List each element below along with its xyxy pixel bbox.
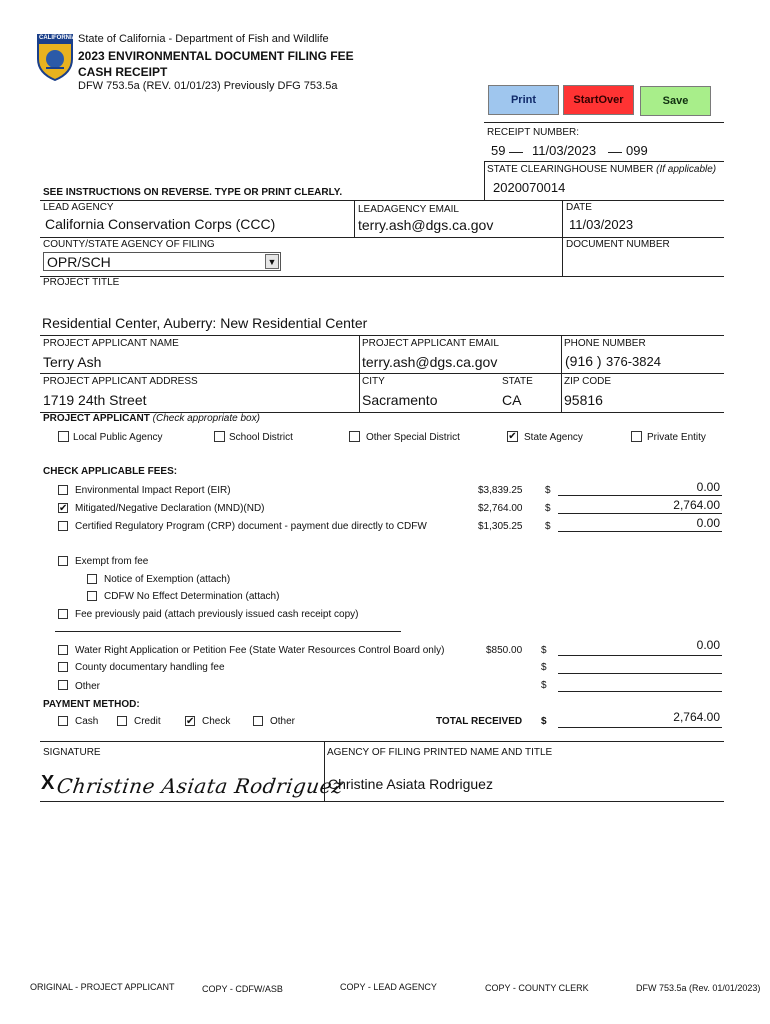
receipt-part1[interactable]: 59	[491, 143, 506, 158]
previously-paid-label: Fee previously paid (attach previously issued cash receipt copy)	[75, 609, 359, 620]
county-label: COUNTY/STATE AGENCY OF FILING	[43, 239, 215, 250]
crp-amount[interactable]: 0.00	[696, 516, 720, 530]
crp-checkbox[interactable]	[58, 521, 68, 531]
county-fee-label: County documentary handling fee	[75, 662, 225, 673]
applicant-type-note: (Check appropriate box)	[152, 413, 260, 424]
form-title: 2023 ENVIRONMENTAL DOCUMENT FILING FEE	[78, 49, 354, 63]
clearinghouse-label	[487, 164, 716, 175]
mnd-dollar: $	[545, 503, 551, 514]
county-fee-dollar: $	[541, 662, 547, 673]
notice-label: Notice of Exemption (attach)	[104, 574, 231, 585]
cash-label: Cash	[75, 716, 99, 727]
section-divider	[55, 631, 401, 632]
water-right-rate: $850.00	[486, 645, 523, 656]
applicant-email-label: PROJECT APPLICANT EMAIL	[362, 338, 499, 349]
other-payment-label: Other	[270, 716, 296, 727]
zip-value[interactable]: 95816	[564, 392, 603, 408]
address-value[interactable]: 1719 24th Street	[43, 392, 147, 408]
applicant-type-label	[43, 413, 260, 424]
mnd-amount-line	[558, 513, 722, 514]
eir-rate: $3,839.25	[478, 485, 523, 496]
payment-label: PAYMENT METHOD:	[43, 699, 140, 710]
chevron-down-icon[interactable]: ▼	[265, 254, 279, 269]
previously-paid-checkbox[interactable]	[58, 609, 68, 619]
lead-agency-value[interactable]: California Conservation Corps (CCC)	[45, 216, 276, 232]
save-button[interactable]: Save	[640, 86, 711, 116]
cash-checkbox[interactable]	[58, 716, 68, 726]
state-value[interactable]: CA	[502, 392, 522, 408]
eir-checkbox[interactable]	[58, 485, 68, 495]
crp-dollar: $	[545, 521, 551, 532]
date-label: DATE	[566, 202, 592, 213]
other-fee-checkbox[interactable]	[58, 680, 68, 690]
signature-x: X	[41, 772, 55, 794]
fees-label: CHECK APPLICABLE FEES:	[43, 466, 178, 477]
local-agency-label: Local Public Agency	[73, 432, 163, 443]
footer-copy-cdfw: COPY - CDFW/ASB	[202, 984, 283, 994]
other-payment-checkbox[interactable]	[253, 716, 263, 726]
city-value[interactable]: Sacramento	[362, 392, 438, 408]
applicant-name-label: PROJECT APPLICANT NAME	[43, 338, 179, 349]
receipt-part3[interactable]: 099	[626, 143, 648, 158]
eir-amount-line	[558, 495, 722, 496]
form-subtitle: CASH RECEIPT	[78, 65, 168, 79]
county-select-value: OPR/SCH	[47, 254, 111, 270]
total-dollar: $	[541, 716, 547, 727]
no-effect-checkbox[interactable]	[87, 591, 97, 601]
mnd-amount[interactable]: 2,764.00	[673, 498, 720, 512]
special-district-label: Other Special District	[366, 432, 460, 443]
footer-copy-original: ORIGINAL - PROJECT APPLICANT	[30, 982, 175, 992]
eir-label: Environmental Impact Report (EIR)	[75, 485, 231, 496]
lead-agency-email-label: LEADAGENCY EMAIL	[358, 204, 459, 215]
footer-form-id: DFW 753.5a (Rev. 01/01/2023)	[636, 983, 761, 993]
cdfw-logo	[36, 33, 74, 81]
city-label: CITY	[362, 376, 385, 387]
school-district-label: School District	[229, 432, 293, 443]
project-title-value[interactable]: Residential Center, Auberry: New Residential Center	[42, 315, 368, 331]
zip-label: ZIP CODE	[564, 376, 612, 387]
phone-label: PHONE NUMBER	[564, 338, 646, 349]
lead-agency-email-value[interactable]: terry.ash@dgs.ca.gov	[358, 217, 494, 233]
form-revision: DFW 753.5a (REV. 01/01/23) Previously DFG 753.5a	[78, 80, 338, 92]
no-effect-label: CDFW No Effect Determination (attach)	[104, 591, 280, 602]
date-value[interactable]: 11/03/2023	[569, 217, 634, 232]
project-title-label: PROJECT TITLE	[43, 277, 120, 288]
clearinghouse-value[interactable]: 2020070014	[493, 180, 566, 195]
applicant-email-value[interactable]: terry.ash@dgs.ca.gov	[362, 354, 498, 370]
signature-label: SIGNATURE	[43, 747, 101, 758]
phone-area[interactable]: (916 )	[565, 353, 602, 369]
crp-amount-line	[558, 531, 722, 532]
private-entity-label: Private Entity	[647, 432, 706, 443]
county-fee-checkbox[interactable]	[58, 662, 68, 672]
applicant-type-heading: PROJECT APPLICANT	[43, 413, 150, 424]
special-district-checkbox[interactable]	[349, 431, 360, 442]
water-right-dollar: $	[541, 645, 547, 656]
check-checkbox[interactable]: ✔	[186, 716, 195, 727]
instructions: SEE INSTRUCTIONS ON REVERSE. TYPE OR PRINT CLEARLY.	[43, 187, 343, 198]
state-agency-checkbox[interactable]: ✔	[508, 431, 517, 442]
school-district-checkbox[interactable]	[214, 431, 225, 442]
print-button[interactable]: Print	[488, 85, 559, 115]
eir-amount[interactable]: 0.00	[696, 480, 720, 494]
other-fee-amount-line[interactable]	[558, 691, 722, 692]
startover-button[interactable]: StartOver	[563, 85, 634, 115]
mnd-label: Mitigated/Negative Declaration (MND)(ND)	[75, 503, 265, 514]
lead-agency-label: LEAD AGENCY	[43, 202, 114, 213]
private-entity-checkbox[interactable]	[631, 431, 642, 442]
agency-line: State of California - Department of Fish and Wildlife	[78, 33, 329, 45]
receipt-number-label: RECEIPT NUMBER:	[487, 127, 580, 138]
footer-copy-lead-agency: COPY - LEAD AGENCY	[340, 982, 437, 992]
printed-name-label: AGENCY OF FILING PRINTED NAME AND TITLE	[327, 747, 553, 758]
check-label: Check	[202, 716, 231, 727]
mnd-checkbox[interactable]: ✔	[59, 503, 68, 514]
local-agency-checkbox[interactable]	[58, 431, 69, 442]
phone-value[interactable]: 376-3824	[606, 354, 661, 369]
clearinghouse-label-text: STATE CLEARINGHOUSE NUMBER	[487, 164, 654, 175]
mnd-rate: $2,764.00	[478, 503, 523, 514]
total-amount-line	[558, 727, 722, 728]
crp-rate: $1,305.25	[478, 521, 523, 532]
credit-checkbox[interactable]	[117, 716, 127, 726]
water-right-label: Water Right Application or Petition Fee (State Water Resources Control Board only)	[75, 645, 445, 656]
state-agency-label: State Agency	[524, 432, 583, 443]
water-right-amount-line	[558, 655, 722, 656]
county-fee-amount-line[interactable]	[558, 673, 722, 674]
logo-text: CALIFORNIA	[39, 35, 76, 41]
water-right-checkbox[interactable]	[58, 645, 68, 655]
clearinghouse-note: (If applicable)	[656, 164, 717, 175]
signature-image: Christine Asiata Rodriguez	[55, 774, 345, 798]
crp-label: Certified Regulatory Program (CRP) document - payment due directly to CDFW	[75, 521, 427, 532]
document-number-label: DOCUMENT NUMBER	[566, 239, 670, 250]
applicant-name-value[interactable]: Terry Ash	[43, 354, 102, 370]
footer-copy-county-clerk: COPY - COUNTY CLERK	[485, 983, 589, 993]
other-fee-dollar: $	[541, 680, 547, 691]
total-amount[interactable]: 2,764.00	[673, 710, 720, 724]
other-fee-label: Other	[75, 681, 101, 692]
credit-label: Credit	[134, 716, 161, 727]
total-received-label: TOTAL RECEIVED	[436, 716, 523, 727]
notice-checkbox[interactable]	[87, 574, 97, 584]
eir-dollar: $	[545, 485, 551, 496]
state-label: STATE	[502, 376, 533, 387]
printed-name-value[interactable]: Christine Asiata Rodriguez	[328, 776, 493, 792]
county-select[interactable]	[43, 252, 281, 271]
exempt-checkbox[interactable]	[58, 556, 68, 566]
address-label: PROJECT APPLICANT ADDRESS	[43, 376, 198, 387]
exempt-label: Exempt from fee	[75, 556, 149, 567]
receipt-part2[interactable]: 11/03/2023	[532, 143, 597, 158]
water-right-amount[interactable]: 0.00	[696, 638, 720, 652]
